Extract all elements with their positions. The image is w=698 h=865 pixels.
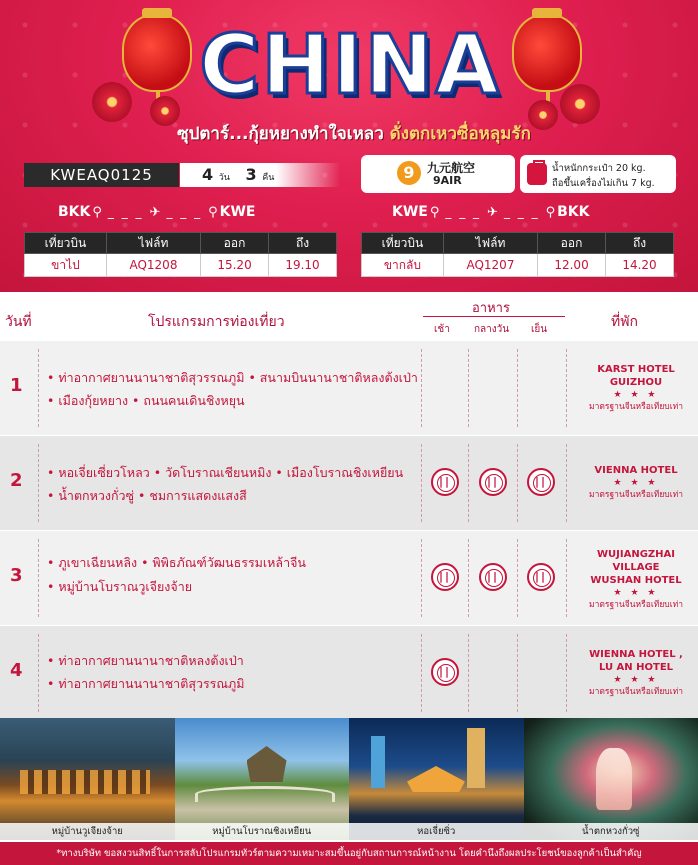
day-line-text: เมืองกุ้ยหยาง • ถนนคนเดินชิงหยุน bbox=[58, 393, 245, 408]
baggage-line1: น้ำหนักกระเป๋า 20 kg. bbox=[552, 163, 646, 174]
divider bbox=[517, 539, 518, 617]
hotel-stars: ★ ★ ★ bbox=[613, 478, 659, 488]
dish-icon bbox=[479, 468, 507, 496]
hotel-stars: ★ ★ ★ bbox=[613, 390, 659, 400]
bridge-shape bbox=[195, 786, 335, 802]
baggage-line2: ถือขึ้นเครื่องไม่เกิน 7 kg. bbox=[552, 178, 655, 189]
day-number: 2 bbox=[10, 470, 23, 491]
location-pin-icon: ⚲ bbox=[429, 204, 440, 220]
airplane-icon: ✈ bbox=[149, 204, 161, 220]
hotel-name: KARST HOTEL bbox=[597, 364, 675, 375]
dish-icon bbox=[431, 563, 459, 591]
dish-icon bbox=[479, 563, 507, 591]
flower-right-icon bbox=[560, 84, 600, 124]
flight-header: ไฟล์ท bbox=[443, 233, 537, 254]
photo-village bbox=[0, 718, 175, 840]
flight-cell: AQ1207 bbox=[443, 254, 537, 277]
photo-waterfall bbox=[524, 718, 698, 840]
col-lunch: กลางวัน bbox=[474, 324, 510, 335]
day-row bbox=[0, 626, 698, 720]
day-row bbox=[0, 531, 698, 625]
tour-nights: 3 bbox=[245, 165, 257, 184]
flight-cell: ขาไป bbox=[25, 254, 107, 277]
divider bbox=[468, 539, 469, 617]
hotel-stars: ★ ★ ★ bbox=[613, 675, 659, 685]
divider bbox=[421, 634, 422, 712]
route-dash: _ _ _ bbox=[503, 205, 540, 219]
day-number: 3 bbox=[10, 565, 23, 586]
divider bbox=[38, 634, 39, 712]
hotel-info bbox=[574, 363, 698, 413]
route-dash: _ _ _ bbox=[445, 205, 482, 219]
day-line-2: • ท่าอากาศยานนานาชาติสุวรรณภูมิ bbox=[47, 676, 245, 691]
tour-days: 4 bbox=[202, 165, 214, 184]
dish-icon bbox=[431, 468, 459, 496]
hotel-info bbox=[574, 464, 698, 501]
waterfall-shape bbox=[596, 748, 632, 810]
flight-cell: 14.20 bbox=[606, 254, 674, 277]
footer-disclaimer: *ทางบริษัท ขอสงวนสิทธิ์ในการสลับโปรแกรมทัวร์ตามความเหมาะสมขึ้นอยู่กับสถานการณ์หน้างาน โดยคำนึงถึงผลประโยชน์ของลูกค้าเป็นสำคัญ bbox=[0, 842, 698, 865]
photo-strip bbox=[0, 718, 698, 840]
divider bbox=[421, 444, 422, 522]
inbound-to: BKK bbox=[557, 204, 590, 220]
hotel-name-2: GUIZHOU bbox=[609, 377, 663, 388]
photo-caption: หมู่บ้านโบราณชิงเหยียน bbox=[175, 823, 350, 840]
divider bbox=[421, 349, 422, 427]
divider bbox=[468, 444, 469, 522]
day-line-text: ท่าอากาศยานนานาชาติสุวรรณภูมิ bbox=[58, 676, 245, 691]
day-line-text: หมู่บ้านโบราณวูเจียงจ้าย bbox=[58, 579, 193, 594]
tour-code: KWEAQ0125 bbox=[24, 163, 179, 187]
day-line-1: • ท่าอากาศยานนานาชาติหลงต้งเป่า bbox=[47, 653, 244, 668]
page-title: CHINA bbox=[199, 18, 501, 113]
airplane-icon: ✈ bbox=[487, 204, 498, 220]
divider bbox=[566, 634, 567, 712]
photo-caption: หมู่บ้านวูเจียงจ้าย bbox=[0, 823, 175, 840]
hero-banner bbox=[0, 0, 698, 292]
location-pin-icon: ⚲ bbox=[208, 204, 218, 220]
day-number: 4 bbox=[10, 660, 23, 681]
flight-header: ไฟล์ท bbox=[106, 233, 200, 254]
col-meals: อาหาร bbox=[472, 301, 510, 316]
pavilion-shape bbox=[247, 746, 287, 782]
day-line-2: • น้ำตกหวงกั่วซู่ • ชมการแสดงแสงสี bbox=[47, 488, 247, 503]
hotel-info bbox=[574, 548, 698, 611]
hotel-stars: ★ ★ ★ bbox=[613, 588, 659, 598]
hotel-info bbox=[574, 648, 698, 698]
page-subtitle bbox=[104, 120, 604, 147]
divider bbox=[468, 634, 469, 712]
hotel-name-2: LU AN HOTEL bbox=[598, 662, 674, 673]
outbound-route bbox=[58, 201, 255, 223]
inbound-flight-table bbox=[361, 232, 674, 277]
flight-header: ถึง bbox=[269, 233, 337, 254]
hotel-note: มาตรฐานจีนหรือเทียบเท่า bbox=[589, 687, 683, 697]
col-day: วันที่ bbox=[5, 314, 32, 330]
divider bbox=[566, 444, 567, 522]
program-header bbox=[0, 295, 698, 341]
col-breakfast: เช้า bbox=[434, 324, 450, 335]
building-shape bbox=[371, 736, 385, 788]
divider bbox=[38, 539, 39, 617]
hotel-note: มาตรฐานจีนหรือเทียบเท่า bbox=[589, 600, 683, 610]
flight-cell: 19.10 bbox=[269, 254, 337, 277]
day-number: 1 bbox=[10, 375, 23, 396]
airline-logo-icon: 9 bbox=[397, 161, 421, 185]
day-row bbox=[0, 341, 698, 435]
hotel-name: WIENNA HOTEL , bbox=[589, 649, 683, 660]
hotel-note: มาตรฐานจีนหรือเทียบเท่า bbox=[589, 402, 683, 412]
tour-nights-unit: คืน bbox=[262, 173, 275, 183]
flight-header: ถึง bbox=[606, 233, 674, 254]
route-dash: _ _ _ bbox=[166, 205, 203, 219]
flight-header: เที่ยวบิน bbox=[362, 233, 444, 254]
airline-name-en: 9AIR bbox=[433, 174, 462, 187]
flower-left-icon bbox=[92, 82, 132, 122]
inbound-route bbox=[392, 201, 589, 223]
outbound-to: KWE bbox=[219, 204, 256, 220]
airline-badge bbox=[361, 155, 515, 193]
building-shape bbox=[467, 728, 485, 788]
col-program: โปรแกรมการท่องเที่ยว bbox=[148, 314, 285, 330]
day-line-text: ท่าอากาศยานนานาชาติสุวรรณภูมิ • สนามบินนานาชาติหลงต้งเป่า bbox=[58, 370, 418, 385]
airline-name-cn: 九元航空 bbox=[427, 161, 476, 175]
divider bbox=[38, 444, 39, 522]
day-line-2: • เมืองกุ้ยหยาง • ถนนคนเดินชิงหยุน bbox=[47, 393, 245, 408]
day-line-text: ท่าอากาศยานนานาชาติหลงต้งเป่า bbox=[58, 653, 244, 668]
flight-header: ออก bbox=[538, 233, 606, 254]
flight-cell: 12.00 bbox=[538, 254, 606, 277]
col-hotel: ที่พัก bbox=[611, 314, 638, 330]
flight-cell: 15.20 bbox=[201, 254, 269, 277]
dish-icon bbox=[527, 563, 555, 591]
pavilion-shape bbox=[407, 766, 465, 792]
day-line-text: ภูเขาเฉียนหลิง • พิพิธภัณฑ์วัฒนธรรมเหล้าจีน bbox=[58, 555, 306, 570]
day-line-1: • หอเจี่ยเซี่ยวโหลว • วัดโบราณเชียนหมิง • เมืองโบราณชิงเหยียน bbox=[47, 465, 404, 480]
flight-header: เที่ยวบิน bbox=[25, 233, 107, 254]
outbound-from: BKK bbox=[58, 204, 91, 220]
photo-caption: น้ำตกหวงกั่วซู่ bbox=[524, 823, 698, 840]
divider bbox=[517, 634, 518, 712]
outbound-flight-table bbox=[24, 232, 337, 277]
divider bbox=[517, 444, 518, 522]
tour-days-unit: วัน bbox=[218, 173, 230, 183]
day-line-text: หอเจี่ยเซี่ยวโหลว • วัดโบราณเชียนหมิง • เมืองโบราณชิงเหยียน bbox=[58, 465, 404, 480]
location-pin-icon: ⚲ bbox=[92, 204, 102, 220]
location-pin-icon: ⚲ bbox=[545, 204, 556, 220]
day-line-text: น้ำตกหวงกั่วซู่ • ชมการแสดงแสงสี bbox=[58, 488, 247, 503]
subtitle-part2: ดั่งตกเหวซื่อหลุมรัก bbox=[389, 124, 531, 144]
photo-pavilion bbox=[349, 718, 524, 840]
divider bbox=[566, 349, 567, 427]
day-row bbox=[0, 436, 698, 530]
flight-cell: ขากลับ bbox=[362, 254, 444, 277]
col-dinner: เย็น bbox=[531, 324, 548, 335]
village-lights bbox=[20, 770, 150, 794]
luggage-icon bbox=[527, 163, 547, 185]
baggage-info bbox=[520, 155, 676, 193]
dish-icon bbox=[527, 468, 555, 496]
subtitle-part1: ซุปตาร์...กุ้ยหยางทำใจเหลว bbox=[177, 124, 384, 144]
tour-duration bbox=[180, 163, 340, 187]
flight-header: ออก bbox=[201, 233, 269, 254]
photo-ancient-town bbox=[175, 718, 350, 840]
program-table bbox=[0, 295, 698, 697]
route-dash: _ _ _ bbox=[107, 205, 144, 219]
day-line-1: • ท่าอากาศยานนานาชาติสุวรรณภูมิ • สนามบินนานาชาติหลงต้งเป่า bbox=[47, 370, 418, 385]
inbound-from: KWE bbox=[392, 204, 428, 220]
flight-cell: AQ1208 bbox=[106, 254, 200, 277]
photo-caption: หอเจี่ยซิ่ว bbox=[349, 823, 524, 840]
divider bbox=[517, 349, 518, 427]
day-line-2: • หมู่บ้านโบราณวูเจียงจ้าย bbox=[47, 579, 193, 594]
hotel-name: VIENNA HOTEL bbox=[594, 465, 678, 476]
hotel-name: WUJIANGZHAI VILLAGE bbox=[597, 549, 675, 573]
dish-icon bbox=[431, 658, 459, 686]
divider bbox=[421, 539, 422, 617]
divider bbox=[566, 539, 567, 617]
divider bbox=[468, 349, 469, 427]
hotel-name-2: WUSHAN HOTEL bbox=[590, 575, 682, 586]
divider bbox=[38, 349, 39, 427]
hotel-note: มาตรฐานจีนหรือเทียบเท่า bbox=[589, 490, 683, 500]
meal-divider bbox=[423, 316, 565, 317]
day-line-1: • ภูเขาเฉียนหลิง • พิพิธภัณฑ์วัฒนธรรมเหล้าจีน bbox=[47, 555, 306, 570]
